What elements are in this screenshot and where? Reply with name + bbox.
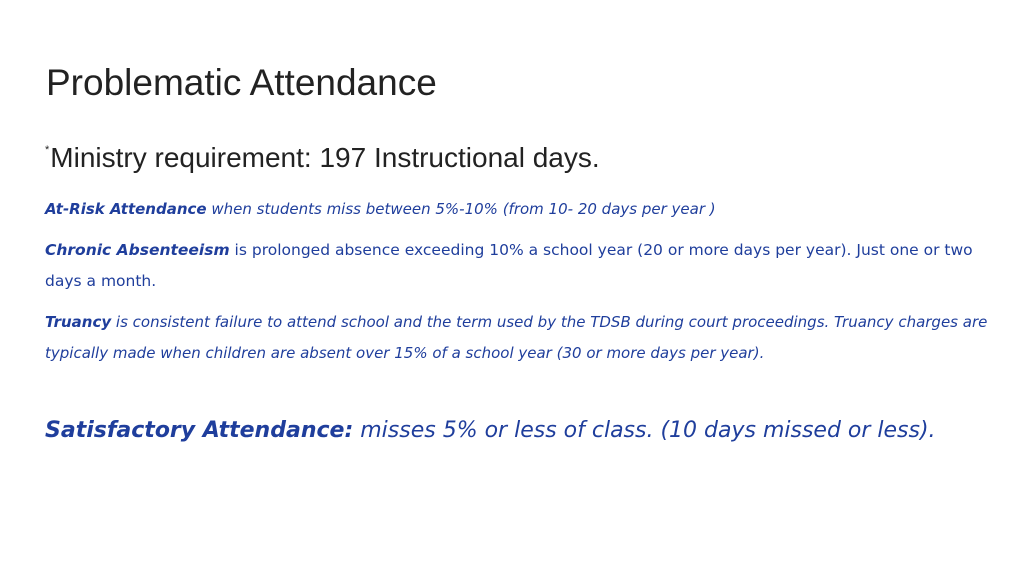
truancy-definition: is consistent failure to attend school and the term used by the TDSB during court proceedings. Truancy charges are typically made when children are absent over 15% of a school year (30 or more days per year). xyxy=(45,313,988,362)
satisfactory-attendance-paragraph xyxy=(45,413,995,449)
truancy-term: Truancy xyxy=(45,313,112,331)
chronic-absenteeism-definition: is prolonged absence exceeding 10% a school year (20 or more days per year). Just one or two days a month. xyxy=(45,241,973,290)
ministry-requirement xyxy=(45,142,600,174)
at-risk-term: At-Risk Attendance xyxy=(45,200,207,218)
satisfactory-attendance-term: Satisfactory Attendance: xyxy=(45,418,354,443)
chronic-absenteeism-paragraph xyxy=(45,235,995,297)
truancy-paragraph xyxy=(45,307,995,369)
at-risk-paragraph xyxy=(45,194,995,225)
bullet-asterisk: * xyxy=(45,144,50,156)
chronic-absenteeism-term: Chronic Absenteeism xyxy=(45,241,230,259)
requirement-text: Ministry requirement: 197 Instructional days. xyxy=(50,142,600,173)
at-risk-definition: when students miss between 5%-10% (from 10- 20 days per year ) xyxy=(206,200,716,218)
satisfactory-attendance-definition: misses 5% or less of class. (10 days missed or less). xyxy=(353,418,936,443)
slide-title: Problematic Attendance xyxy=(46,62,437,103)
